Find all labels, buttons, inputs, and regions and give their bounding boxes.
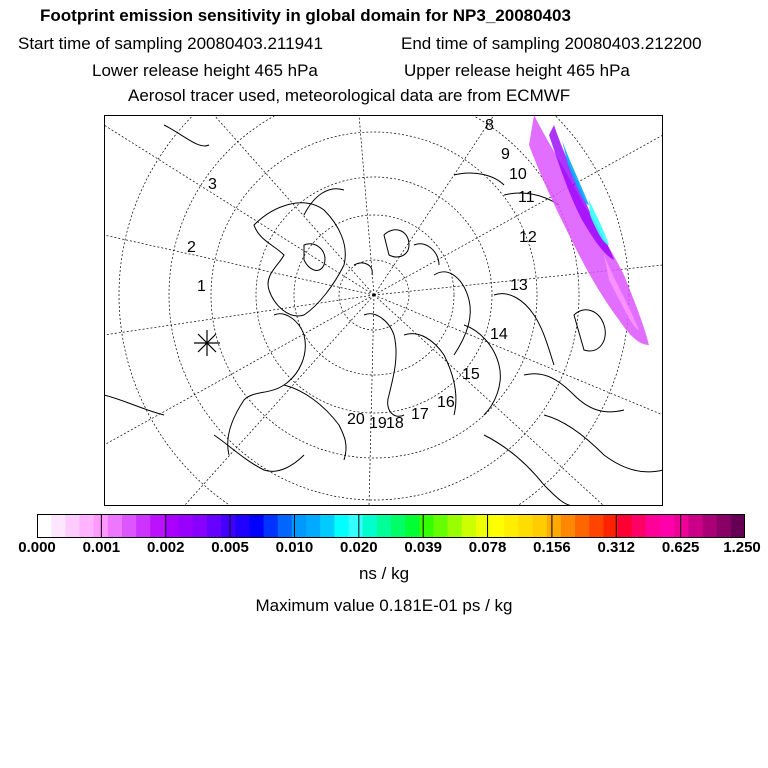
colorbar-cell	[504, 514, 519, 538]
colorbar-cell	[405, 514, 420, 538]
colorbar-cell	[518, 514, 533, 538]
colorbar-unit-label: ns / kg	[358, 564, 410, 583]
colorbar-tick-label: 0.312	[597, 539, 636, 556]
colorbar-cell	[164, 514, 179, 538]
colorbar-cell	[278, 514, 293, 538]
colorbar-cell	[490, 514, 505, 538]
colorbar-cell	[37, 514, 52, 538]
colorbar-cell	[51, 514, 66, 538]
colorbar-tick-label: 0.020	[340, 539, 378, 556]
trajectory-label: 3	[208, 176, 217, 193]
trajectory-label: 14	[490, 326, 508, 343]
trajectory-label: 20	[347, 411, 365, 428]
start-time-label: Start time of sampling 20080403.211941	[18, 34, 323, 53]
colorbar-cell	[136, 514, 151, 538]
footprint-map	[104, 115, 663, 506]
trajectory-label: 16	[437, 394, 455, 411]
trajectory-label: 19	[369, 415, 387, 432]
colorbar-cell	[717, 514, 732, 538]
colorbar-tick-label: 0.039	[404, 539, 442, 556]
trajectory-label: 17	[411, 406, 429, 423]
trajectory-label: 2	[187, 239, 196, 256]
colorbar-cell	[320, 514, 335, 538]
colorbar-tick-label: 0.625	[661, 539, 700, 556]
colorbar-cell	[575, 514, 590, 538]
tracer-info-label: Aerosol tracer used, meteorological data are from ECMWF	[128, 86, 571, 105]
trajectory-label: 10	[509, 166, 527, 183]
colorbar-cell	[462, 514, 477, 538]
colorbar-cell	[221, 514, 236, 538]
trajectory-label: 9	[501, 146, 510, 163]
colorbar-cell	[476, 514, 491, 538]
colorbar-cell	[122, 514, 137, 538]
colorbar-cell	[561, 514, 576, 538]
colorbar-cell	[391, 514, 406, 538]
colorbar-cell	[79, 514, 94, 538]
colorbar-tick-label: 0.010	[275, 539, 314, 556]
page-title: Footprint emission sensitivity in global domain for NP3_20080403	[40, 6, 571, 25]
colorbar-tick-label: 1.250	[723, 539, 761, 556]
colorbar-cell	[703, 514, 718, 538]
colorbar-cell	[108, 514, 123, 538]
upper-release-height-label: Upper release height 465 hPa	[404, 61, 630, 80]
trajectory-label: 8	[485, 117, 494, 134]
colorbar-cell	[65, 514, 80, 538]
colorbar-cell	[235, 514, 250, 538]
colorbar-cell	[632, 514, 647, 538]
colorbar-cell	[377, 514, 392, 538]
trajectory-label: 13	[510, 277, 528, 294]
colorbar-tick-label: 0.001	[82, 539, 121, 556]
colorbar-tick-label: 0.156	[533, 539, 571, 556]
colorbar-cell	[419, 514, 434, 538]
colorbar-cell	[193, 514, 208, 538]
colorbar-cell	[334, 514, 349, 538]
colorbar-cell	[264, 514, 279, 538]
colorbar-cell	[150, 514, 165, 538]
trajectory-label: 11	[518, 189, 535, 206]
colorbar-cell	[618, 514, 633, 538]
colorbar-cell	[306, 514, 321, 538]
colorbar-tick-label: 0.005	[211, 539, 249, 556]
colorbar-cell	[547, 514, 562, 538]
colorbar-cell	[349, 514, 364, 538]
colorbar-cell	[660, 514, 675, 538]
end-time-label: End time of sampling 20080403.212200	[401, 34, 702, 53]
trajectory-label: 15	[462, 366, 480, 383]
colorbar-cell	[731, 514, 745, 538]
trajectory-label: 1	[197, 278, 206, 295]
colorbar-cell	[589, 514, 604, 538]
trajectory-label: 12	[519, 229, 537, 246]
colorbar-cell	[448, 514, 463, 538]
colorbar-tick-label: 0.000	[18, 539, 56, 556]
colorbar-cell	[674, 514, 689, 538]
trajectory-label: 18	[386, 415, 404, 432]
colorbar-cells	[37, 514, 745, 538]
colorbar-cell	[533, 514, 548, 538]
colorbar-cell	[363, 514, 378, 538]
colorbar-tick-label: 0.002	[146, 539, 185, 556]
colorbar	[37, 514, 745, 538]
lower-release-height-label: Lower release height 465 hPa	[92, 61, 318, 80]
colorbar-cell	[179, 514, 194, 538]
colorbar-cell	[249, 514, 264, 538]
maximum-value-label: Maximum value 0.181E-01 ps / kg	[255, 596, 513, 615]
colorbar-cell	[433, 514, 448, 538]
colorbar-cell	[688, 514, 703, 538]
colorbar-cell	[207, 514, 222, 538]
colorbar-cell	[646, 514, 661, 538]
colorbar-tick-label: 0.078	[468, 539, 507, 556]
